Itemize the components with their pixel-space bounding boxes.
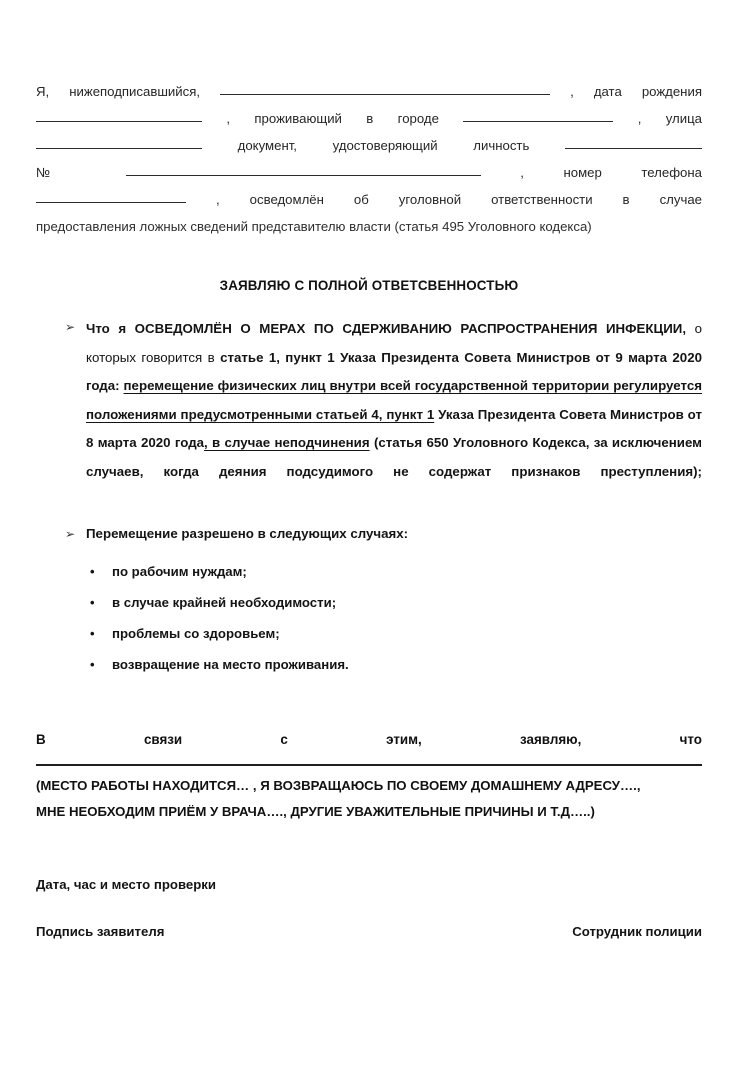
clause-2-block <box>36 522 702 546</box>
city-field[interactable] <box>463 108 613 122</box>
declaration-word-2: связи <box>143 732 183 747</box>
list-item: • проблемы со здоровьем; <box>90 618 702 649</box>
applicant-signature-label: Подпись заявителя <box>36 924 165 939</box>
criminal-liability-label: , осведомлён об уголовной ответственности в случае <box>216 192 702 207</box>
phone-label: , номер телефона <box>520 165 702 180</box>
undersigned-name-field[interactable] <box>220 81 550 95</box>
street-field[interactable] <box>36 135 202 149</box>
header-line-6: предоставления ложных сведений представителю власти (статья 495 Уголовного кодекса) <box>36 219 592 234</box>
header-line-4 <box>36 159 702 186</box>
applicant-details-block <box>36 78 702 240</box>
undersigned-label: Я, нижеподписавшийся, <box>36 84 201 99</box>
clause-1-seg-3: статье 1, пункт 1 Указа Президента Совета Министров от 9 марта 2020 года: <box>86 349 702 393</box>
clause-1-block <box>36 315 702 486</box>
header-line-5 <box>36 186 702 213</box>
declaration-word-4: этим, <box>386 732 422 747</box>
clause-1-seg-1: Что я ОСВЕДОМЛЁН О МЕРАХ ПО СДЕРЖИВАНИЮ РАСПРОСТРАНЕНИЯ ИНФЕКЦИИ, <box>86 321 687 336</box>
document-content <box>36 78 702 939</box>
declaration-word-5: заявляю, <box>520 732 582 747</box>
birthdate-label: , дата рождения <box>570 84 702 99</box>
page-title: ЗАЯВЛЯЮ С ПОЛНОЙ ОТВЕТСВЕННОСТЬЮ <box>219 278 519 293</box>
street-label: , улица <box>637 111 702 126</box>
list-item: • по рабочим нуждам; <box>90 556 702 587</box>
declaration-hint <box>36 773 702 825</box>
declaration-word-1: В <box>36 732 46 747</box>
clause-1-seg-7: (статья 650 Уголовного Кодекса, за исключением случаев, когда деяния подсудимого не содержат признаков преступления); <box>86 435 702 479</box>
header-line-1 <box>36 78 702 105</box>
identity-document-label: документ, удостоверяющий личность <box>237 138 530 153</box>
city-label: , проживающий в городе <box>226 111 439 126</box>
arrow-bullet-icon: ➢ <box>65 320 76 334</box>
signature-row <box>36 924 702 939</box>
clause-1-text <box>86 315 702 486</box>
identity-document-field[interactable] <box>565 135 702 149</box>
police-officer-label: Сотрудник полиции <box>572 924 702 939</box>
declaration-spread-line <box>36 732 702 747</box>
header-line-2 <box>36 105 702 132</box>
declaration-hint-line-2: МНЕ НЕОБХОДИМ ПРИЁМ У ВРАЧА…., ДРУГИЕ УВАЖИТЕЛЬНЫЕ ПРИЧИНЫ И Т.Д…..) <box>36 804 595 819</box>
list-item: • в случае крайней необходимости; <box>90 587 702 618</box>
clause-1-seg-2: о которых говорится в <box>86 321 702 365</box>
arrow-bullet-icon-2: ➢ <box>65 527 76 541</box>
clause-1-seg-4: перемещение физических лиц внутри всей государственной территории регулируется положениями предусмотренными статьей 4, пункт 1 <box>86 378 702 422</box>
phone-field[interactable] <box>36 189 186 203</box>
declaration-hint-line-1: (МЕСТО РАБОТЫ НАХОДИТСЯ… , Я ВОЗВРАЩАЮСЬ ПО СВОЕМУ ДОМАШНЕМУ АДРЕСУ…., <box>36 778 641 793</box>
allowed-cases-list <box>36 556 702 680</box>
birthdate-field[interactable] <box>36 108 202 122</box>
clause-2-lead: Перемещение разрешено в следующих случаях: <box>86 526 409 541</box>
header-line-3 <box>36 132 702 159</box>
declaration-write-in-rule[interactable] <box>36 764 702 766</box>
document-number-label: № <box>36 165 87 180</box>
clause-1-seg-5: Указа Президента Совета Министров от 8 марта 2020 года <box>86 406 702 450</box>
list-item: • возвращение на место проживания. <box>90 649 702 680</box>
document-number-field[interactable] <box>126 162 481 176</box>
clause-1-seg-6: , в случае неподчинения <box>204 435 370 450</box>
declaration-word-3: с <box>280 732 288 747</box>
check-datetime-label: Дата, час и место проверки <box>36 877 216 892</box>
declaration-word-6: что <box>679 732 702 747</box>
